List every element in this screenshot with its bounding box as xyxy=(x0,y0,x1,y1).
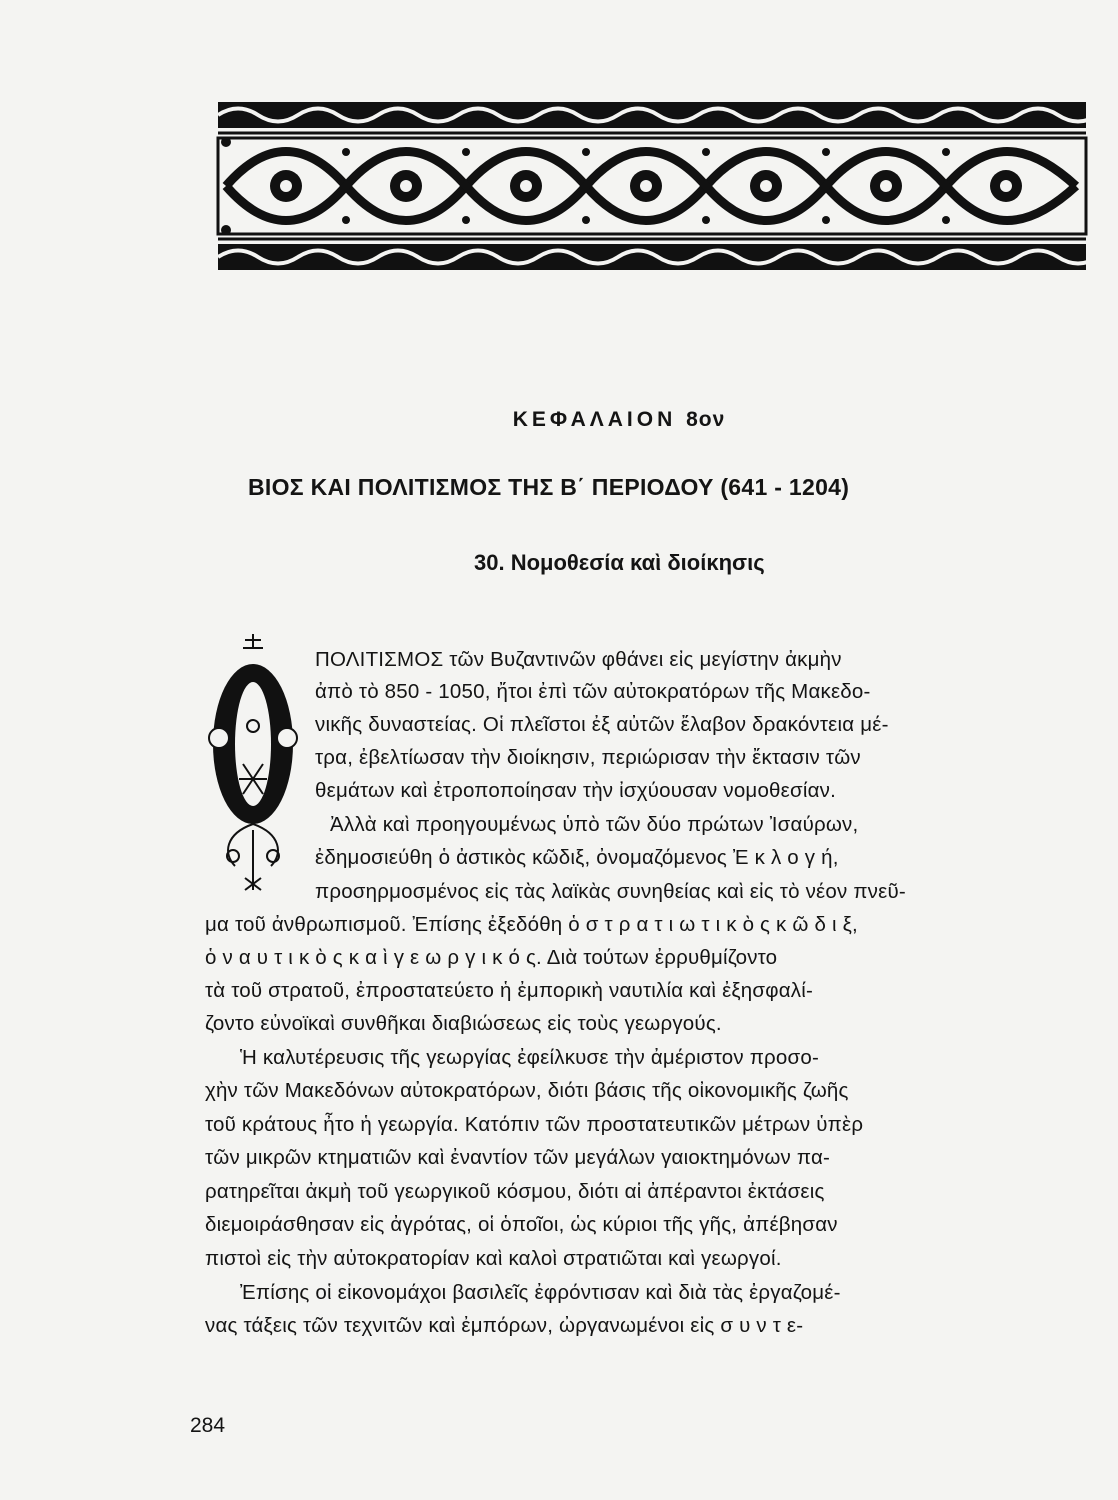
paragraph-line: τῶν μικρῶν κτηματιῶν καὶ ἐναντίον τῶν μεγάλων γαιοκτημόνων πα- xyxy=(205,1146,831,1169)
paragraph-line: τρα, ἐβελτίωσαν τὴν διοίκησιν, περιώρισαν τὴν ἔκτασιν τῶν xyxy=(315,746,861,769)
section-heading: 30. Νομοθεσία καὶ διοίκησις xyxy=(474,550,765,575)
paragraph-line: χὴν τῶν Μακεδόνων αὐτοκρατόρων, διότι βάσις τῆς οἰκονομικῆς ζωῆς xyxy=(205,1079,849,1102)
decorated-initial-letter xyxy=(205,634,301,896)
chapter-label: ΚΕΦΑΛΑΙΟΝ xyxy=(512,408,677,431)
chapter-title: ΒΙΟΣ ΚΑΙ ΠΟΛΙΤΙΣΜΟΣ ΤΗΣ Β΄ ΠΕΡΙΟΔΟΥ (641 - 1204) xyxy=(248,474,850,500)
paragraph-line: ΠΟΛΙΤΙΣΜΟΣ τῶν Βυζαντινῶν φθάνει εἰς μεγίστην ἀκμὴν xyxy=(315,648,842,671)
paragraph-line: νικῆς δυναστείας. Οἱ πλεῖστοι ἐξ αὐτῶν ἔλαβον δρακόντεια μέ- xyxy=(315,713,889,736)
paragraph-line: Ἡ καλυτέρευσις τῆς γεωργίας ἐφείλκυσε τὴν ἀμέριστον προσο- xyxy=(240,1046,819,1069)
paragraph-line: ἀπὸ τὸ 850 - 1050, ἤτοι ἐπὶ τῶν αὐτοκρατόρων τῆς Μακεδο- xyxy=(315,680,871,703)
paragraph-line: νας τάξεις τῶν τεχνιτῶν καὶ ἐμπόρων, ὠργανωμένοι εἰς σ υ ν τ ε- xyxy=(205,1314,804,1337)
paragraph-line: διεμοιράσθησαν εἰς ἀγρότας, οἱ ὁποῖοι, ὡς κύριοι τῆς γῆς, ἀπέβησαν xyxy=(205,1213,838,1236)
paragraph-line: Ἀλλὰ καὶ προηγουμένως ὑπὸ τῶν δύο πρώτων Ἰσαύρων, xyxy=(330,813,859,836)
paragraph-line: τοῦ κράτους ἦτο ἡ γεωργία. Κατόπιν τῶν προστατευτικῶν μέτρων ὑπὲρ xyxy=(205,1113,864,1136)
paragraph-line: τὰ τοῦ στρατοῦ, ἐπροστατεύετο ἡ ἐμπορικὴ ναυτιλία καὶ ἐξησφαλί- xyxy=(205,979,814,1002)
chapter-number: 8ον xyxy=(686,408,726,431)
paragraph-line: ἐδημοσιεύθη ὁ ἀστικὸς κῶδιξ, ὀνομαζόμενος Ἐ κ λ ο γ ή, xyxy=(315,846,839,869)
paragraph-line: θεμάτων καὶ ἐτροποποίησαν τὴν ἰσχύουσαν νομοθεσίαν. xyxy=(315,779,836,802)
chapter-heading xyxy=(0,408,1118,432)
paragraph-line: ρατηρεῖται ἀκμὴ τοῦ γεωργικοῦ κόσμου, διότι αἱ ἀπέραντοι ἐκτάσεις xyxy=(205,1180,825,1203)
paragraph-line: Ἐπίσης οἱ εἰκονομάχοι βασιλεῖς ἐφρόντισαν καὶ διὰ τὰς ἐργαζομέ- xyxy=(240,1281,841,1304)
paragraph-line: προσηρμοσμένος εἰς τὰς λαϊκὰς συνηθείας καὶ εἰς τὸ νέον πνεῦ- xyxy=(315,880,906,903)
decorative-header-border xyxy=(216,100,1088,274)
paragraph-line: μα τοῦ ἀνθρωπισμοῦ. Ἐπίσης ἐξεδόθη ὁ σ τ ρ α τ ι ω τ ι κ ὸ ς κ ῶ δ ι ξ, xyxy=(205,913,858,936)
paragraph-line: ὁ ν α υ τ ι κ ὸ ς κ α ὶ γ ε ω ρ γ ι κ ό ς. Διὰ τούτων ἐρρυθμίζοντο xyxy=(205,946,778,969)
paragraph-line: πιστοὶ εἰς τὴν αὐτοκρατορίαν καὶ καλοὶ στρατιῶται καὶ γεωργοί. xyxy=(205,1247,782,1270)
paragraph-line: ζοντο εὐνοϊκαὶ συνθῆκαι διαβιώσεως εἰς τοὺς γεωργούς. xyxy=(205,1012,722,1035)
page-number: 284 xyxy=(190,1414,226,1437)
